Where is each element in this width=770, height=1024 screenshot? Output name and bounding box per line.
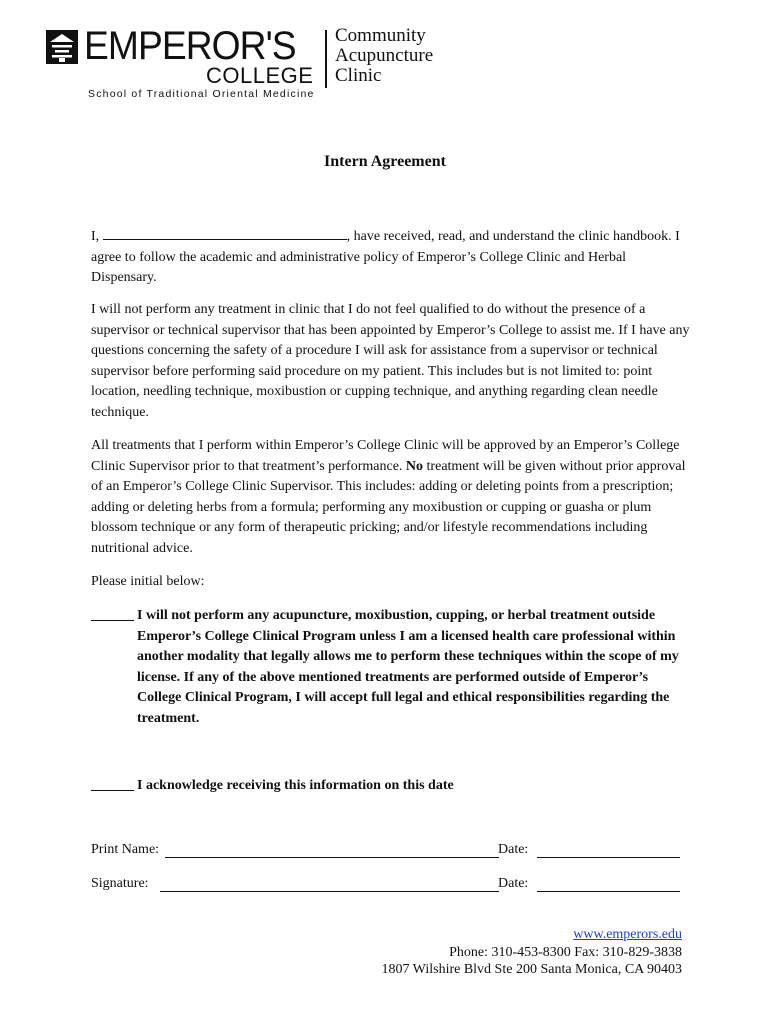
signature-date-label: Date: <box>498 876 529 891</box>
paragraph-approval <box>91 436 691 560</box>
initial-item-treatment <box>91 606 691 730</box>
print-date-field[interactable] <box>537 857 680 858</box>
para1-rest: , have received, read, and understand the clinic handbook. I agree to follow the academic and administrative policy of Emperor’s College Clinic and Herbal Dispensary. <box>91 229 680 286</box>
signature-date-field[interactable] <box>537 891 680 892</box>
address: 1807 Wilshire Blvd Ste 200 Santa Monica, CA 90403 <box>381 962 682 977</box>
print-name-label: Print Name: <box>91 842 160 857</box>
print-name-row <box>91 842 691 862</box>
initial-blank-field-1[interactable] <box>91 606 134 621</box>
logo-brand-text: EMPEROR'S <box>84 24 296 68</box>
para3-bold: No <box>405 458 424 474</box>
logo-college-text: COLLEGE <box>206 63 314 88</box>
initial-blank-field-2[interactable] <box>91 776 134 791</box>
college-logo <box>46 24 466 104</box>
para1-prefix: I, <box>91 229 100 244</box>
para3-after: treatment will be given without prior approval of an Emperor’s College Clinic Supervisor. This includes: adding or deleting points from a prescription; adding or deleting herbs from a formula; performing any moxibustion or cupping or guasha or plum blossom technique or any form of therapeutic pricking; and/or lifestyle recommendations including nutritional advice. <box>91 458 686 556</box>
page-title: Intern Agreement <box>324 153 446 170</box>
website-link[interactable]: www.emperors.edu <box>573 927 682 942</box>
initial-item-acknowledge <box>91 776 691 797</box>
logo-clinic-line3: Clinic <box>335 65 382 86</box>
signature-field[interactable] <box>160 891 499 892</box>
logo-clinic-line2: Acupuncture <box>335 45 434 66</box>
initial-prompt: Please initial below: <box>91 574 205 589</box>
footer-contact <box>381 926 682 979</box>
print-name-field[interactable] <box>165 857 499 858</box>
paragraph-acknowledgement <box>91 226 691 289</box>
logo-divider <box>325 30 327 88</box>
paragraph-qualification: I will not perform any treatment in clinic that I do not feel qualified to do without the presence of a supervisor or technical supervisor that has been appointed by Emperor’s College to assist me. If I have any questions concerning the safety of a procedure I will ask for assistance from a supervisor or technical supervisor before performing said procedure on my patient. This includes but is not limited to: point location, needling technique, moxibustion or cupping technique, and anything regarding clean needle technique. <box>91 302 690 420</box>
print-date-label: Date: <box>498 842 529 857</box>
name-blank-field[interactable] <box>103 226 347 240</box>
phone-fax: Phone: 310-453-8300 Fax: 310-829-3838 <box>449 944 682 960</box>
logo-clinic-text <box>335 26 433 86</box>
logo-clinic-line1: Community <box>335 25 426 46</box>
initial-item-2-text: I acknowledge receiving this information on this date <box>137 778 454 793</box>
signature-row <box>91 876 691 896</box>
temple-emblem-icon <box>46 30 78 64</box>
logo-school-tagline: School of Traditional Oriental Medicine <box>88 88 315 100</box>
para3-before: All treatments that I perform within Emperor’s College Clinic will be approved by an Emperor’s College Clinic Supervisor prior to that treatment’s performance. <box>91 438 680 474</box>
signature-label: Signature: <box>91 876 149 891</box>
initial-item-1-text: I will not perform any acupuncture, moxibustion, cupping, or herbal treatment outside Emperor’s College Clinical Program unless I am a licensed health care professional within another modality that legally allows me to perform these techniques within the scope of my license. If any of the above mentioned treatments are performed outside of Emperor’s College Clinical Program, I will accept full legal and ethical responsibilities regarding the treatment. <box>137 608 679 726</box>
